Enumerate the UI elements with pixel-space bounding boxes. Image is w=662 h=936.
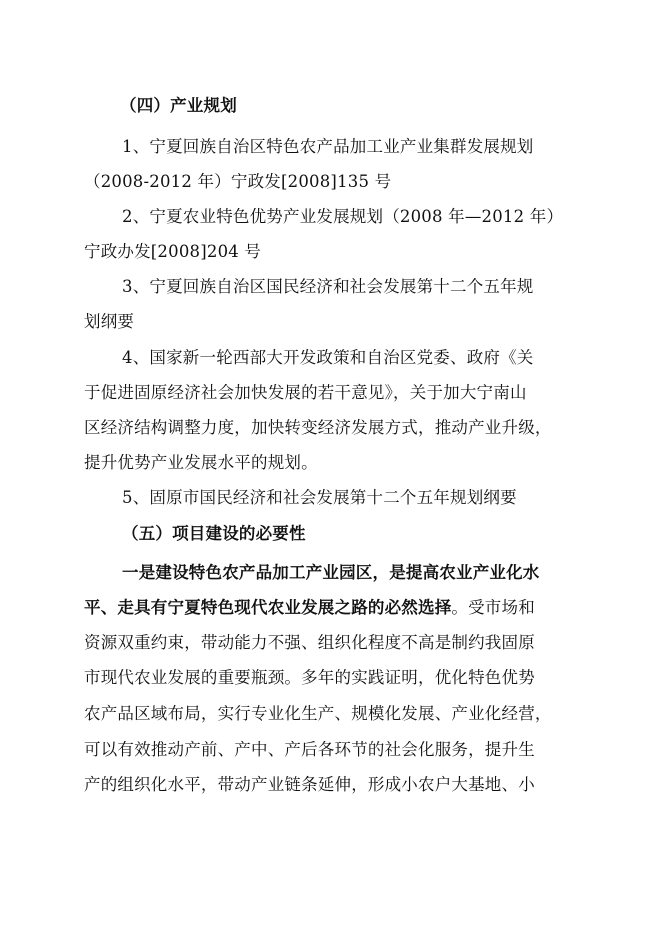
necessity-para-bold-line-2: 平、走具有宁夏特色现代农业发展之路的必然选择 — [84, 598, 452, 617]
necessity-para-line-4: 市现代农业发展的重要瓶颈。多年的实践证明，优化特色优势 — [84, 668, 535, 687]
section-5-heading: （五）项目建设的必要性 — [122, 524, 306, 543]
necessity-para-bold-line-1: 一是建设特色农产品加工产业园区，是提高农业产业化水 — [122, 563, 540, 582]
section-4-heading: （四）产业规划 — [120, 96, 237, 115]
necessity-para-line-5: 农产品区域布局，实行专业化生产、规模化发展、产业化经营， — [84, 704, 552, 723]
plan-item-3-line-2: 划纲要 — [84, 312, 135, 331]
plan-item-4-line-2: 于促进固原经济社会加快发展的若干意见》，关于加大宁南山 — [84, 383, 527, 402]
necessity-para-line-2-rest: 。受市场和 — [451, 598, 535, 617]
plan-item-1-line-2: （2008-2012 年）宁政发[2008]135 号 — [84, 172, 392, 191]
plan-item-2-line-2: 宁政办发[2008]204 号 — [84, 242, 262, 261]
necessity-para-line-2 — [84, 598, 535, 618]
plan-item-5-line-1: 5、固原市国民经济和社会发展第十二个五年规划纲要 — [122, 488, 517, 507]
necessity-para-line-3: 资源双重约束，带动能力不强、组织化程度不高是制约我固原 — [84, 633, 535, 652]
plan-item-4-line-3: 区经济结构调整力度，加快转变经济发展方式，推动产业升级， — [84, 418, 552, 437]
plan-item-1-line-1: 1、宁夏回族自治区特色农产品加工业产业集群发展规划 — [122, 137, 534, 156]
plan-item-4-line-1: 4、国家新一轮西部大开发政策和自治区党委、政府《关 — [122, 348, 534, 367]
necessity-para-line-6: 可以有效推动产前、产中、产后各环节的社会化服务，提升生 — [84, 740, 535, 759]
plan-item-4-line-4: 提升优势产业发展水平的规划。 — [84, 453, 318, 472]
plan-item-2-line-1: 2、宁夏农业特色优势产业发展规划（2008 年—2012 年） — [122, 207, 564, 226]
necessity-para-line-7: 产的组织化水平，带动产业链条延伸，形成小农户大基地、小 — [84, 775, 535, 794]
plan-item-3-line-1: 3、宁夏回族自治区国民经济和社会发展第十二个五年规 — [122, 277, 534, 296]
